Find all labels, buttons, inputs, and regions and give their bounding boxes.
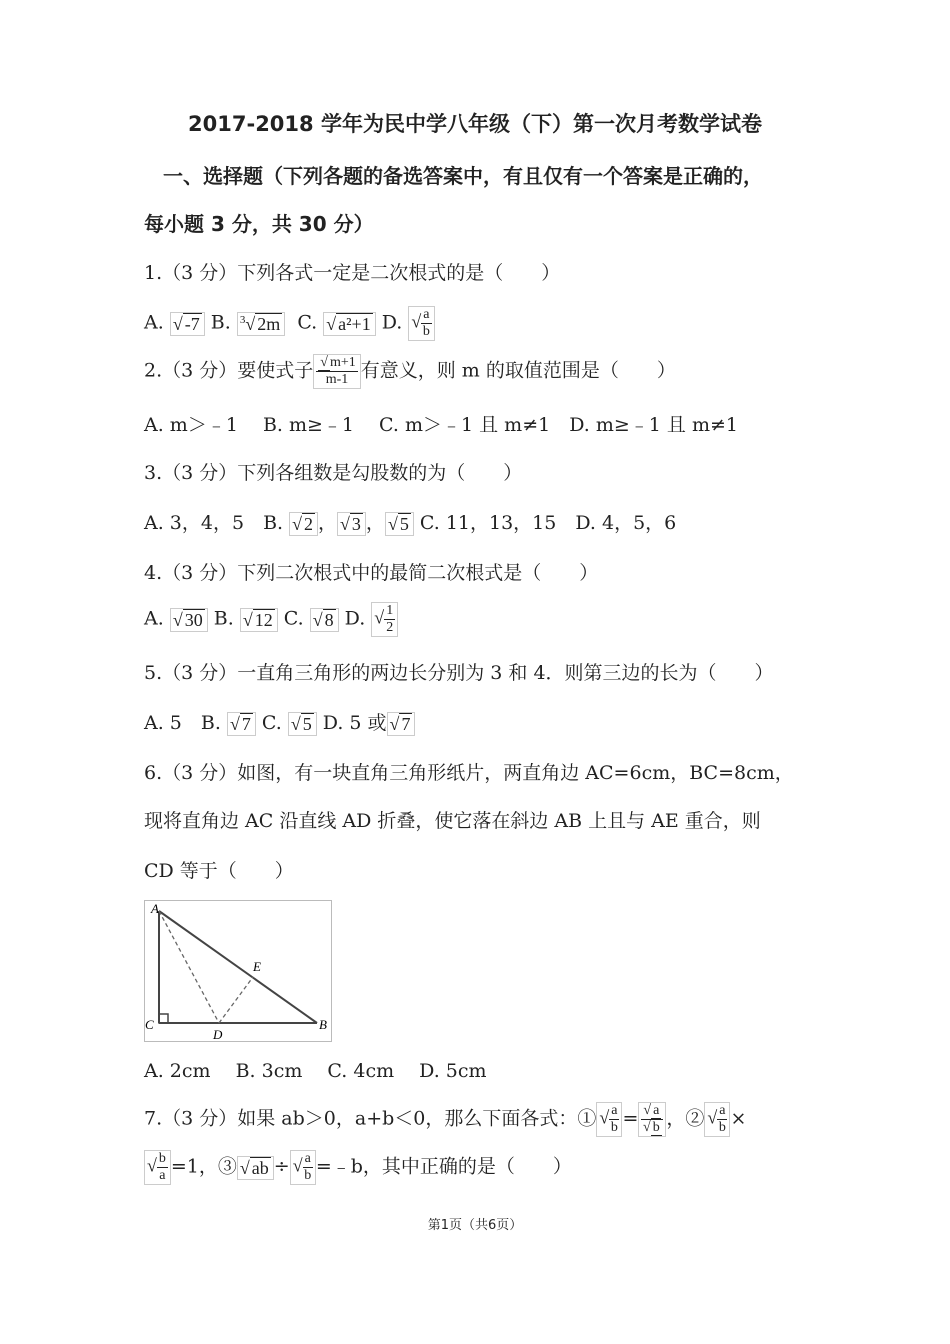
q2-expression: $\frac{√ m+1}{m-1}$	[313, 354, 360, 389]
q1-stem: 1.（3 分）下列各式一定是二次根式的是（ ）	[144, 262, 561, 284]
q6-options: A. 2cm B. 3cm C. 4cm D. 5cm	[144, 1060, 487, 1082]
q5-stem: 5.（3 分）一直角三角形的两边长分别为 3 和 4．则第三边的长为（ ）	[144, 662, 774, 684]
q7-line2: √ $\frac{b}{a}$ =1，③ √ ab ÷ √ $\frac{a}{b}$ =﹣b，其中正确的是（ ）	[144, 1150, 572, 1185]
q1-option-c-math: √ a²+1	[323, 312, 375, 336]
q6-triangle-figure	[144, 900, 332, 1042]
q6-line1: 6.（3 分）如图，有一块直角三角形纸片，两直角边 AC=6cm，BC=8cm，	[144, 762, 794, 784]
q6-line2: 现将直角边 AC 沿直线 AD 折叠，使它落在斜边 AB 上且与 AE 重合，则	[144, 810, 761, 832]
section-heading-line2: 每小题 3 分，共 30 分）	[144, 212, 374, 236]
page-footer: 第1页（共6页）	[427, 1218, 523, 1233]
fig-label-c: C	[145, 1017, 154, 1032]
fig-label-b: B	[319, 1017, 327, 1032]
fig-label-d: D	[213, 1027, 223, 1041]
exam-title: 2017-2018 学年为民中学八年级（下）第一次月考数学试卷	[188, 112, 762, 136]
fig-label-a: A	[151, 901, 159, 916]
q6-line3: CD 等于（ ）	[144, 860, 294, 882]
q4-options: A. √ 30 B. √ 12 C. √ 8 D. √ $\frac{1}{2}$	[144, 602, 398, 637]
q1-option-d-math: √ $\frac{a}{b}$	[408, 306, 434, 341]
q1-option-a-math: √ -7	[170, 312, 205, 336]
q3-options: A. 3，4，5 B. √ 2 ， √ 3 ， √ 5 C. 11，13，15 D. 4，5，6	[144, 512, 677, 534]
q5-options: A. 5 B. √ 7 C. √ 5 D. 5 或 √ 7	[144, 708, 415, 736]
q2-options: A. m＞﹣1 B. m≥﹣1 C. m＞﹣1 且 m≠1 D. m≥﹣1 且 m≠1	[144, 414, 738, 436]
q7-line1: 7.（3 分）如果 ab＞0，a+b＜0，那么下面各式：① √ $\frac{a}{b}$ = $\frac{√ a}{√ b}$ ，② √ $\frac{a}{b}$ ×	[144, 1103, 747, 1135]
q1-options: A. √ -7 B. $^3$√ 2m C. √ a²+1 D. √ $\frac{a}{b}$	[144, 306, 435, 341]
q1-option-b-math: $^3$√ 2m	[237, 312, 285, 336]
fig-label-e: E	[253, 959, 261, 974]
q2-stem: 2.（3 分）要使式子 $\frac{√ m+1}{m-1}$ 有意义，则 m 的取值范围是（ ）	[144, 355, 676, 387]
q4-stem: 4.（3 分）下列二次根式中的最简二次根式是（ ）	[144, 562, 599, 584]
q3-stem: 3.（3 分）下列各组数是勾股数的为（ ）	[144, 462, 523, 484]
section-heading-line1: 一、选择题（下列各题的备选答案中，有且仅有一个答案是正确的，	[163, 164, 763, 188]
